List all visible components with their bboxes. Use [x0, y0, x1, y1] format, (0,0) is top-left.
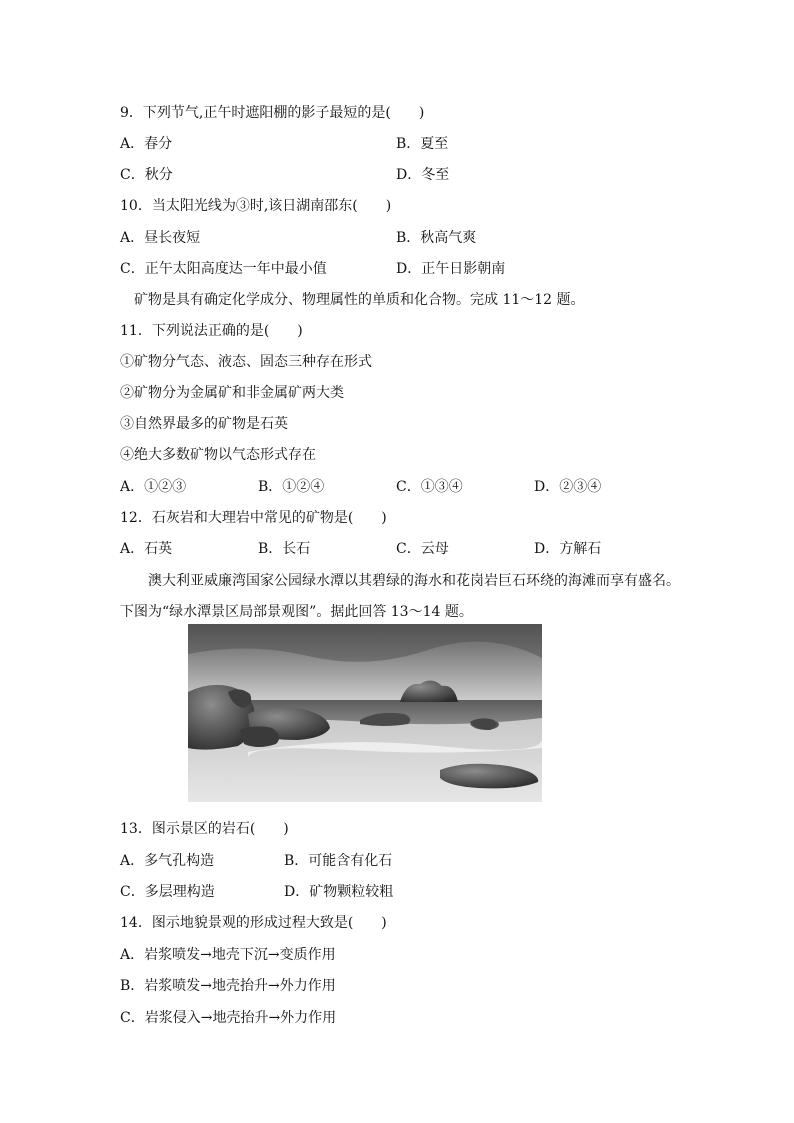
beach-landscape-photo	[188, 624, 542, 802]
q14-stem: 14．图示地貌景观的形成过程大致是( )	[120, 915, 387, 931]
q13-option-d: D．矿物颗粒较粗	[284, 884, 394, 900]
q13-option-c: C．多层理构造	[120, 884, 215, 900]
q11-option-a: A．①②③	[120, 479, 187, 495]
q10-option-d: D．正午日影朝南	[396, 261, 506, 277]
q9-option-d: D．冬至	[396, 167, 450, 183]
q11-option-d: D．②③④	[534, 479, 602, 495]
q9-option-a: A．春分	[120, 136, 173, 152]
q14-option-b: B．岩浆喷发→地壳抬升→外力作用	[120, 978, 336, 994]
q14-option-c: C．岩浆侵入→地壳抬升→外力作用	[120, 1010, 337, 1026]
q9-option-b: B．夏至	[396, 136, 449, 152]
q11-statement-2: ②矿物分为金属矿和非金属矿两大类	[120, 385, 344, 401]
q14-option-a: A．岩浆喷发→地壳下沉→变质作用	[120, 947, 336, 963]
q11-statement-3: ③自然界最多的矿物是石英	[120, 416, 288, 432]
bay-intro-line1: 澳大利亚威廉湾国家公园绿水潭以其碧绿的海水和花岗岩巨石环绕的海滩而享有盛名。	[148, 573, 680, 589]
q13-option-a: A．多气孔构造	[120, 853, 215, 869]
q12-option-d: D．方解石	[534, 541, 602, 557]
q10-stem: 10．当太阳光线为③时,该日湖南邵东( )	[120, 198, 392, 214]
q10-option-a: A．昼长夜短	[120, 230, 201, 246]
q13-option-b: B．可能含有化石	[284, 853, 393, 869]
q12-option-a: A．石英	[120, 541, 173, 557]
q12-stem: 12．石灰岩和大理岩中常见的矿物是( )	[120, 510, 387, 526]
q11-statement-4: ④绝大多数矿物以气态形式存在	[120, 447, 316, 463]
q12-option-c: C．云母	[396, 541, 449, 557]
q9-option-c: C．秋分	[120, 167, 173, 183]
q13-stem: 13．图示景区的岩石( )	[120, 821, 289, 837]
q11-option-c: C．①③④	[396, 479, 463, 495]
q11-option-b: B．①②④	[258, 479, 325, 495]
q10-option-c: C．正午太阳高度达一年中最小值	[120, 261, 327, 277]
q10-option-b: B．秋高气爽	[396, 230, 477, 246]
minerals-intro: 矿物是具有确定化学成分、物理属性的单质和化合物。完成 11～12 题。	[134, 292, 585, 308]
bay-intro-line2: 下图为“绿水潭景区局部景观图”。据此回答 13～14 题。	[120, 604, 473, 620]
q11-statement-1: ①矿物分气态、液态、固态三种存在形式	[120, 354, 372, 370]
q11-stem: 11．下列说法正确的是( )	[120, 323, 303, 339]
q9-stem: 9．下列节气,正午时遮阳棚的影子最短的是( )	[120, 105, 425, 121]
q12-option-b: B．长石	[258, 541, 311, 557]
